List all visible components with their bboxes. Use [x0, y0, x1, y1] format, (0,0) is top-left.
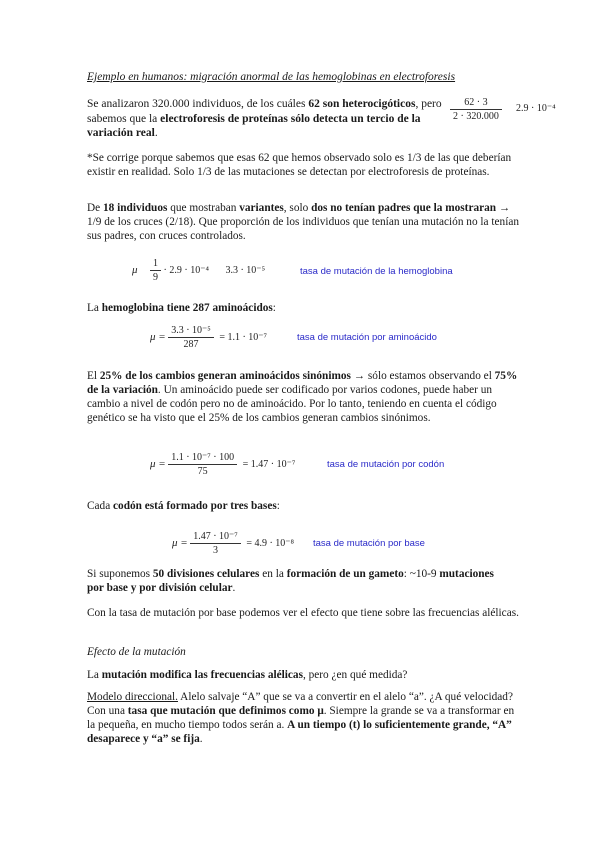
bold-text: variantes: [239, 202, 284, 214]
text: : ~10-9: [403, 568, 440, 580]
text: → sólo estamos observando el: [350, 370, 495, 382]
paragraph-heterozygotes: [87, 97, 443, 141]
text: Se analizaron 320.000 individuos, de los cuáles: [87, 98, 309, 110]
text: en la: [259, 568, 287, 580]
equation-heterozygotes-result: 2.9 · 10⁻⁴: [516, 103, 556, 114]
text: :: [272, 302, 276, 314]
text: La: [87, 302, 102, 314]
text: De: [87, 202, 103, 214]
underlined-text: Modelo direccional.: [87, 691, 178, 703]
label-aminoacid-rate: tasa de mutación por aminoácido: [297, 332, 437, 343]
bold-text: mutación modifica las frecuencias alélicas: [101, 669, 303, 681]
mu-equals: μ =: [172, 536, 188, 549]
text: .: [232, 582, 236, 594]
section-title: Ejemplo en humanos: migración anormal de las hemoglobinas en electroforesis: [87, 71, 456, 83]
numerator: 1: [150, 258, 161, 271]
text: .: [154, 127, 158, 139]
denominator: 287: [183, 339, 199, 350]
text: Alelo salvaje “A” que se va a convertir en el alelo “a”. ¿A qué velocidad? Con una: [87, 691, 513, 717]
note-correction: *Se corrige porque sabemos que esas 62 que hemos observado solo es 1/3 de las que deberían existir en realidad. Solo 1/3 de las mutaciones se detectan por electroforesis de proteínas.: [87, 152, 512, 178]
denominator: 75: [197, 466, 208, 477]
paragraph-50-divisions: [87, 567, 507, 595]
label-hemoglobin-rate: tasa de mutación de la hemoglobina: [300, 266, 453, 277]
bold-text: 50 divisiones celulares: [152, 568, 260, 580]
bold-text: tasa que mutación que definimos como μ: [127, 705, 324, 717]
equation-hemoglobin: [132, 258, 265, 283]
text: .: [199, 733, 203, 745]
text: , solo: [283, 202, 312, 214]
text: La: [87, 669, 102, 681]
paragraph-mutation-modifies: [87, 668, 519, 682]
mu-equals: μ =: [150, 330, 166, 343]
fraction: [150, 258, 161, 283]
fraction: [190, 531, 241, 556]
bold-text: A un tiempo (t) lo suficientemente grande, “A” desaparece y “a” se fija: [87, 719, 512, 745]
factor: · 2.9 · 10⁻⁴: [163, 264, 209, 276]
text: que mostraban: [167, 202, 240, 214]
section-heading-mutation-effect: Efecto de la mutación: [87, 646, 186, 658]
fraction: [450, 97, 502, 122]
paragraph-directional-model: [87, 690, 519, 746]
equation-base: [172, 531, 294, 556]
mu-equals: μ =: [150, 457, 166, 470]
text: :: [276, 500, 280, 512]
bold-text: dos no tenían padres que la mostraran: [311, 202, 497, 214]
paragraph-18-individuals: [87, 201, 519, 243]
bold-text: codón está formado por tres bases: [113, 500, 277, 512]
mu-symbol: μ: [132, 263, 138, 276]
bold-text: hemoglobina tiene 287 aminoácidos: [101, 302, 273, 314]
numerator: 62 · 3: [450, 97, 502, 110]
result: = 1.47 · 10⁻⁷: [242, 458, 296, 470]
denominator: 3: [213, 545, 218, 556]
bold-text: formación de un gameto: [286, 568, 404, 580]
equation-heterozygotes: [450, 97, 502, 122]
numerator: 1.47 · 10⁻⁷: [190, 531, 241, 544]
numerator: 3.3 · 10⁻⁵: [168, 325, 214, 338]
bold-text: electroforesis de proteínas sólo detecta un tercio de la variación real: [87, 112, 421, 139]
result: 3.3 · 10⁻⁵: [225, 264, 266, 276]
paragraph-287-aminoacids: [87, 301, 519, 315]
text: , pero ¿en qué medida?: [302, 669, 408, 681]
fraction: [168, 452, 237, 477]
label-base-rate: tasa de mutación por base: [313, 538, 425, 549]
denominator: 2 · 320.000: [453, 111, 499, 122]
text: . Siempre la grande se va a transformar en la pequeña, en mucho tiempo todos serán a.: [87, 705, 515, 731]
bold-text: 62 son heterocigóticos: [308, 98, 416, 110]
result: = 1.1 · 10⁻⁷: [219, 331, 268, 343]
label-codon-rate: tasa de mutación por codón: [327, 459, 445, 470]
text: , pero sabemos que la: [87, 98, 442, 125]
paragraph-codon-bases: [87, 499, 519, 513]
numerator: 1.1 · 10⁻⁷ · 100: [168, 452, 237, 465]
paragraph-25-percent: [87, 369, 519, 425]
fraction: [168, 325, 214, 350]
bold-text: 25% de los cambios generan aminoácidos sinónimos: [99, 370, 351, 382]
text: Cada: [87, 500, 114, 512]
text: El: [87, 370, 100, 382]
result: = 4.9 · 10⁻⁸: [246, 537, 295, 549]
bold-text: mutaciones por base y por división celular: [87, 568, 494, 594]
equation-codon: [150, 452, 295, 477]
text: → 1/9 de los cruces (2/18). Que proporción de los individuos que tenían una mutación no la tenían sus padres, con cruces controlados.: [87, 202, 520, 242]
text: . Un aminoácido puede ser codificado por varios codones, puede haber un cambio a nivel de codón pero no de aminoácido. Por lo tanto, teniendo en cuenta el código genético se ha visto que el 25% de los cambios generan cambios sinónimos.: [87, 384, 497, 424]
paragraph-allele-frequencies: Con la tasa de mutación por base podemos ver el efecto que tiene sobre las frecuencias alélicas.: [87, 607, 519, 619]
equation-aminoacid: [150, 325, 267, 350]
denominator: 9: [153, 272, 159, 283]
text: Si suponemos: [87, 568, 153, 580]
bold-text: 75% de la variación: [87, 370, 518, 396]
bold-text: 18 individuos: [103, 202, 168, 214]
